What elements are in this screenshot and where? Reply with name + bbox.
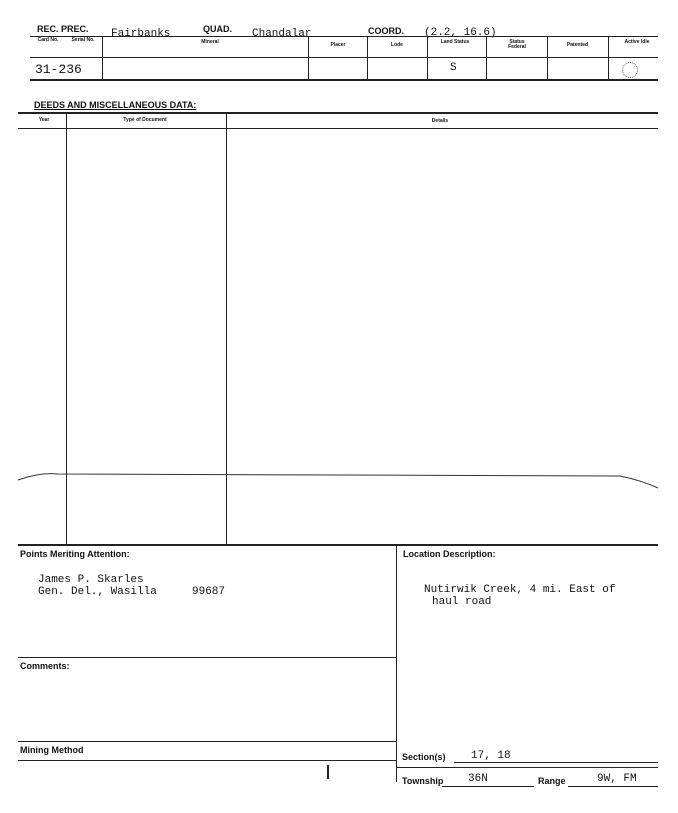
location-line1: Nutirwik Creek, 4 mi. East of xyxy=(424,584,616,596)
header-rule-mid xyxy=(30,57,658,58)
range-label: Range xyxy=(538,776,566,786)
points-line1: James P. Skarles xyxy=(38,574,144,586)
comments-label: Comments: xyxy=(20,661,70,671)
col-mineral: Mineral xyxy=(201,39,219,45)
col-land-status: Land Status xyxy=(440,39,470,45)
header-col-divider xyxy=(427,36,428,80)
coord-label: COORD. xyxy=(368,26,404,36)
bottom-center-divider xyxy=(396,544,397,782)
range-value: 9W, FM xyxy=(597,773,637,785)
header-col-divider xyxy=(547,36,548,80)
header-col-divider xyxy=(102,36,103,80)
township-value: 36N xyxy=(468,773,488,785)
quad-label: QUAD. xyxy=(203,24,232,34)
mining-rule-bottom xyxy=(18,760,396,761)
col-details: Details xyxy=(431,118,449,124)
header-rule-top xyxy=(30,36,658,37)
township-rule xyxy=(396,767,658,768)
mining-label: Mining Method xyxy=(20,745,84,755)
location-line2: haul road xyxy=(432,596,492,608)
deeds-title: DEEDS AND MISCELLANEOUS DATA: xyxy=(34,100,197,110)
header-rule-bottom xyxy=(30,79,658,81)
fold-line xyxy=(0,468,678,492)
deeds-rule-top xyxy=(18,112,658,114)
header-col-divider xyxy=(367,36,368,80)
points-label: Points Meriting Attention: xyxy=(20,549,130,559)
col-year: Year xyxy=(38,117,50,123)
active-idle-mark xyxy=(622,62,638,78)
col-lode: Lode xyxy=(391,42,403,48)
section-label: Section(s) xyxy=(402,752,446,762)
col-type: Type of Document xyxy=(123,117,167,123)
deeds-rule-header xyxy=(18,128,658,129)
pen-mark xyxy=(327,765,329,779)
rec-prec-label: REC. PREC. xyxy=(37,24,89,34)
coord-value: (2.2, 16.6) xyxy=(424,27,497,39)
header-col-divider xyxy=(486,36,487,80)
card-no-value: 31-236 xyxy=(35,62,82,77)
col-card-no: Card No. xyxy=(37,37,59,43)
bottom-rule-top xyxy=(18,544,658,546)
mining-rule xyxy=(18,741,396,742)
col-serial-no: Serial No. xyxy=(71,37,95,43)
comments-rule xyxy=(18,657,396,658)
col-placer: Placer xyxy=(330,42,346,48)
location-label: Location Description: xyxy=(403,549,496,559)
range-underline xyxy=(568,786,658,787)
col-active-idle: Active Idle xyxy=(624,39,650,45)
points-line2: Gen. Del., Wasilla xyxy=(38,586,157,598)
township-label: Township xyxy=(402,776,444,786)
header-col-divider xyxy=(308,36,309,80)
quad-value: Chandalar xyxy=(252,28,312,40)
header-col-divider xyxy=(608,36,609,80)
section-value: 17, 18 xyxy=(471,750,511,762)
rec-prec-value: Fairbanks xyxy=(111,28,171,40)
township-underline xyxy=(442,786,534,787)
points-zip: 99687 xyxy=(192,586,226,598)
land-status-value: S xyxy=(450,62,457,74)
section-underline xyxy=(454,762,658,763)
col-patented: Patented xyxy=(566,42,589,48)
col-status-federal: Status Federal xyxy=(508,39,526,50)
